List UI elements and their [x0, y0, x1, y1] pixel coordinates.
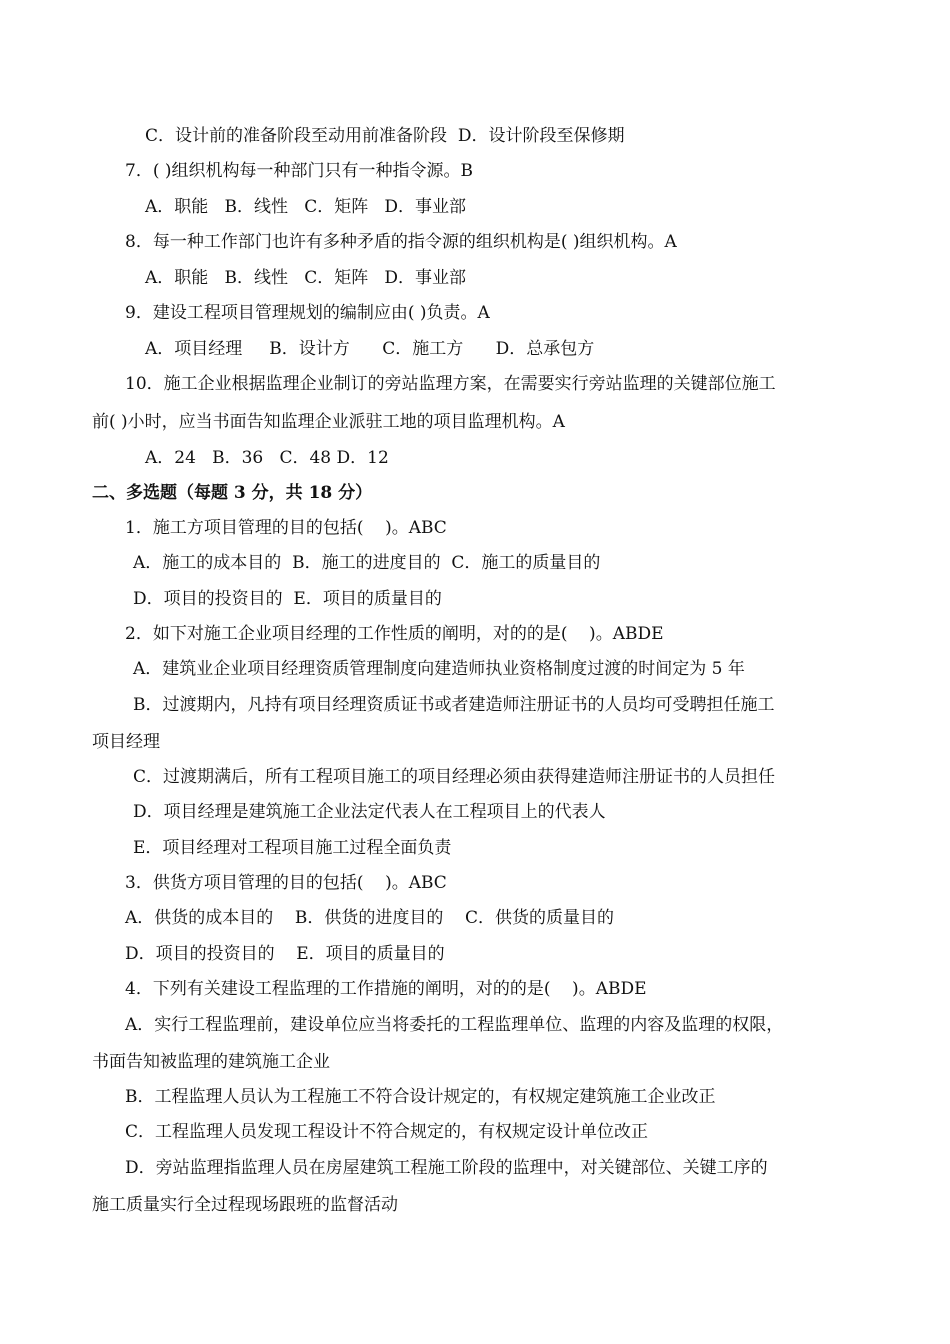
mc-options-3-de: D．项目的投资目的 E．项目的质量目的 [125, 944, 445, 964]
options-q8: A．职能 B．线性 C．矩阵 D．事业部 [145, 268, 467, 288]
section-heading-multiple-choice: 二、多选题（每题 3 分，共 18 分） [92, 483, 373, 503]
question-8: 8．每一种工作部门也许有多种矛盾的指令源的组织机构是( )组织机构。A [125, 232, 677, 252]
mc-option-2c: C．过渡期满后，所有工程项目施工的项目经理必须由获得建造师注册证书的人员担任 [133, 767, 776, 787]
question-9: 9．建设工程项目管理规划的编制应由( )负责。A [125, 303, 490, 323]
mc-question-2: 2．如下对施工企业项目经理的工作性质的阐明，对的的是( )。ABDE [125, 624, 664, 644]
mc-question-1: 1．施工方项目管理的目的包括( )。ABC [125, 518, 447, 538]
options-q9: A．项目经理 B．设计方 C．施工方 D．总承包方 [145, 339, 595, 359]
mc-option-4a-line-2: 书面告知被监理的建筑施工企业 [92, 1052, 330, 1072]
mc-option-4d-line-2: 施工质量实行全过程现场跟班的监督活动 [92, 1195, 398, 1215]
mc-options-3-abc: A．供货的成本目的 B．供货的进度目的 C．供货的质量目的 [125, 908, 615, 928]
mc-options-1-abc: A．施工的成本目的 B．施工的进度目的 C．施工的质量目的 [133, 553, 601, 573]
mc-option-4d-line-1: D．旁站监理指监理人员在房屋建筑工程施工阶段的监理中，对关键部位、关键工序的 [125, 1158, 768, 1178]
option-line-q6-cd: C．设计前的准备阶段至动用前准备阶段 D．设计阶段至保修期 [145, 126, 625, 146]
mc-option-2a: A．建筑业企业项目经理资质管理制度向建造师执业资格制度过渡的时间定为 5 年 [133, 659, 745, 679]
mc-option-4a-line-1: A．实行工程监理前，建设单位应当将委托的工程监理单位、监理的内容及监理的权限， [125, 1015, 784, 1035]
options-q10: A．24 B．36 C．48 D．12 [145, 448, 389, 468]
mc-option-4b: B．工程监理人员认为工程施工不符合设计规定的，有权规定建筑施工企业改正 [125, 1087, 716, 1107]
mc-option-2d: D．项目经理是建筑施工企业法定代表人在工程项目上的代表人 [133, 802, 606, 822]
question-10-line-1: 10．施工企业根据监理企业制订的旁站监理方案，在需要实行旁站监理的关键部位施工 [125, 374, 776, 394]
mc-option-4c: C．工程监理人员发现工程设计不符合规定的，有权规定设计单位改正 [125, 1122, 649, 1142]
options-q7: A．职能 B．线性 C．矩阵 D．事业部 [145, 197, 467, 217]
mc-question-3: 3．供货方项目管理的目的包括( )。ABC [125, 873, 447, 893]
mc-option-2b-line-2: 项目经理 [92, 732, 160, 752]
mc-option-2b-line-1: B．过渡期内，凡持有项目经理资质证书或者建造师注册证书的人员均可受聘担任施工 [133, 695, 775, 715]
question-10-line-2: 前( )小时，应当书面告知监理企业派驻工地的项目监理机构。A [92, 412, 565, 432]
mc-question-4: 4．下列有关建设工程监理的工作措施的阐明，对的的是( )。ABDE [125, 979, 647, 999]
question-7: 7．( )组织机构每一种部门只有一种指令源。B [125, 161, 473, 181]
mc-option-2e: E．项目经理对工程项目施工过程全面负责 [133, 838, 452, 858]
mc-options-1-de: D．项目的投资目的 E．项目的质量目的 [133, 589, 442, 609]
